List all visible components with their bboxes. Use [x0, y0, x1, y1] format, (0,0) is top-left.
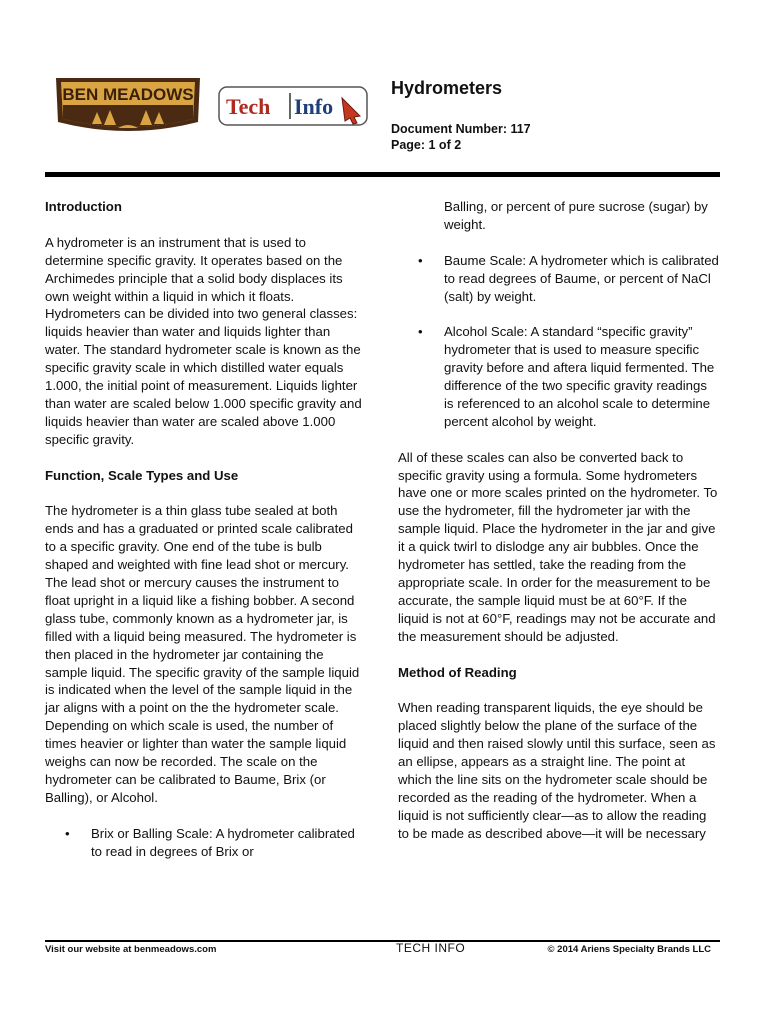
method-heading: Method of Reading — [398, 664, 517, 680]
footer-website-link[interactable]: Visit our website at benmeadows.com — [45, 944, 217, 955]
scale-list — [45, 825, 363, 861]
footer-center-label: TECH INFO — [396, 941, 466, 955]
bullet-baume-text: Baume Scale: A hydrometer which is calibrated to read degrees of Baume, or percent of NaCl (salt) by weight. — [444, 252, 719, 304]
header-divider — [45, 172, 720, 177]
bullet-brix-text: Brix or Balling Scale: A hydrometer calibrated to read in degrees of Brix or — [91, 825, 355, 859]
function-paragraph: The hydrometer is a thin glass tube sealed at both ends and has a graduated or printed scale calibrated to a specific gravity. One end of the tube is bulb shaped and weighted with fine lead shot or mercury. The lead shot or mercury causes the instrument to float upright in a liquid like a fishing bobber. A second glass tube, commonly known as a hydrometer jar, is filled with a liquid being measured. The hydrometer is then placed in the hydrometer jar containing the sample liquid. The specific gravity of the sample liquid is indicated when the level of the sample liquid in the jar aligns with a point on the the hydrometer scale. Depending on which scale is used, the number of times heavier or lighter than water the sample liquid weighs can now be recorded. The scale on the hydrometer can be calibrated to Baume, Brix (or Balling), or Alcohol. — [45, 503, 360, 805]
function-heading: Function, Scale Types and Use — [45, 467, 239, 483]
document-meta — [391, 121, 531, 153]
conversion-paragraph: All of these scales can also be converted back to specific gravity using a formula. Some hydrometers have one or more scales printed on the hydrometer. To use the hydrometer, fill the hydrometer jar with the sample liquid. Place the hydrometer in the jar and give it a quick twirl to dislodge any air bubbles. Once the hydrometer has settled, take the reading from the appropriate scale. In order for the measurement to be accurate, the sample liquid must be at 60°F. If the liquid is not at 60°F, readings may not be accurate and the measurement should be adjusted. — [398, 449, 718, 644]
method-paragraph: When reading transparent liquids, the eye should be placed slightly below the plane of the surface of the liquid and then raised slowly until this surface, seen as an ellipse, appears as a straight line. The point at which the line sits on the hydrometer scale should be recorded as the reading of the hydrometer. When a liquid is not sufficiently clear—as to allow the reading to be made as described above—it will be necessary — [398, 700, 716, 841]
page-indicator: Page: 1 of 2 — [391, 138, 462, 152]
list-item-alcohol — [398, 323, 720, 430]
bullet-icon: • — [418, 324, 423, 340]
scale-list-continued — [398, 252, 720, 431]
brix-continued-text: Balling, or percent of pure sucrose (sugar) by weight. — [444, 199, 708, 232]
bullet-icon: • — [65, 825, 70, 841]
bullet-alcohol-text: Alcohol Scale: A standard “specific gravity” hydrometer that is used to measure specific gravity before and aftera liquid fermented. The difference of the two specific gravity readings is referenced to an alcohol scale to determine percent alcohol by weight. — [444, 324, 715, 429]
left-column — [45, 198, 363, 878]
svg-text:Tech: Tech — [226, 94, 271, 119]
footer-copyright: © 2014 Ariens Specialty Brands LLC — [547, 944, 711, 955]
svg-text:BEN MEADOWS: BEN MEADOWS — [62, 85, 194, 104]
intro-paragraph: A hydrometer is an instrument that is used to determine specific gravity. It operates based on the Archimedes principle that a solid body displaces its own weight within a liquid in which it floats. Hydrometers can be divided into two general classes: liquids heavier than water and liquids lighter than water. The standard hydrometer scale is known as the specific gravity scale in which distilled water equals 1.000, the initial point of measurement. Liquids lighter than water are scaled below 1.000 specific gravity and liquids heavier than water are scaled above 1.000 specific gravity. — [45, 234, 362, 447]
ben-meadows-logo — [52, 72, 204, 142]
list-item-brix — [45, 825, 363, 861]
right-column — [398, 198, 720, 860]
document-number: Document Number: 117 — [391, 122, 531, 136]
svg-text:Info: Info — [294, 94, 334, 119]
bullet-icon: • — [418, 252, 423, 268]
intro-heading: Introduction — [45, 199, 122, 214]
footer-divider — [45, 940, 720, 942]
document-title: Hydrometers — [391, 78, 503, 98]
list-item-baume — [398, 252, 720, 306]
tech-info-logo — [218, 86, 368, 126]
